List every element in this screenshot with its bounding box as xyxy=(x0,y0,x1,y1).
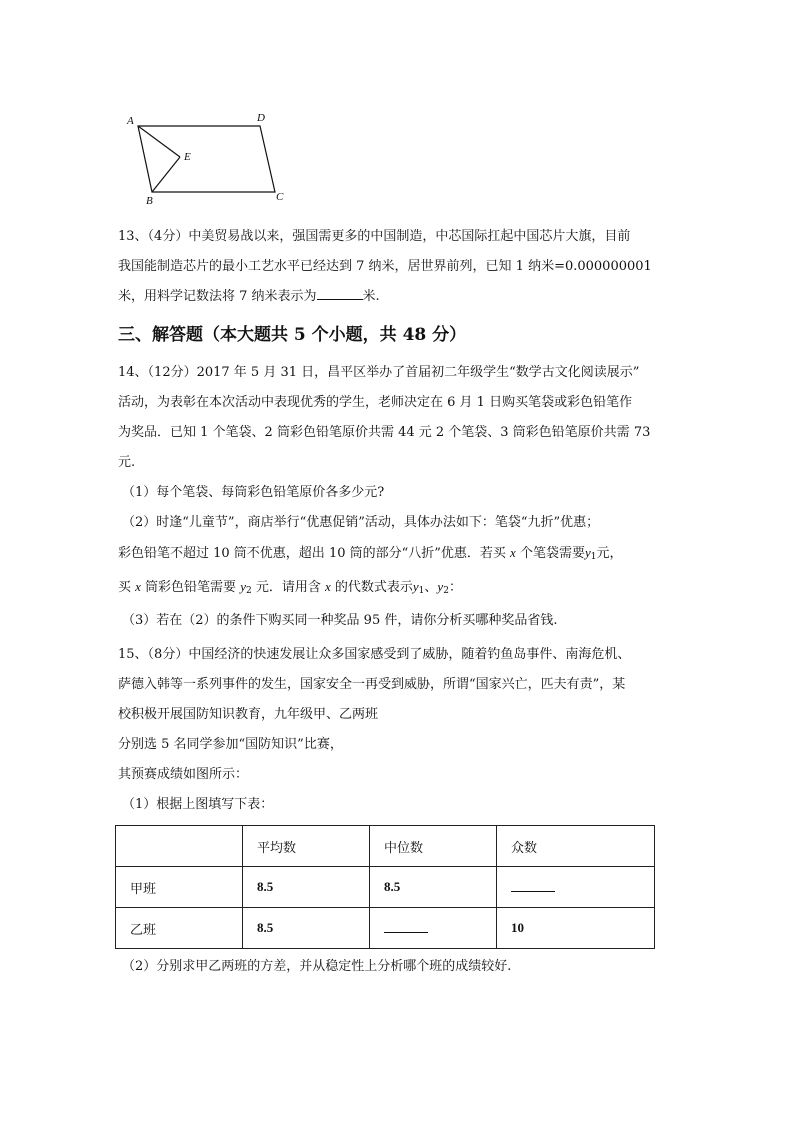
q13-line-3 xyxy=(118,282,678,312)
q13-line-3-text: 米，用料学记数法将 7 纳米表示为 xyxy=(118,289,317,304)
q14-part-1: （1）每个笔袋、每筒彩色铅笔原价各多少元? xyxy=(122,485,385,500)
q14-p2l3-b: 筒彩色铅笔需要 xyxy=(140,580,241,595)
q14-line-4: 元. xyxy=(118,455,136,470)
parallelogram-figure xyxy=(122,108,292,208)
q14-p2l3-y: y xyxy=(240,579,246,594)
q13-answer-blank[interactable] xyxy=(317,287,363,300)
q13-line-1: 13、（4分）中美贸易战以来，强国需更多的中国制造，中芯国际扛起中国芯片大旗，目前 xyxy=(118,229,631,244)
table-header-median: 中位数 xyxy=(370,826,497,867)
q14-p2l3-x2: x xyxy=(324,579,331,594)
label-b: B xyxy=(146,195,153,207)
segment-ae xyxy=(138,126,180,157)
q15-line-1: 15、（8分）中国经济的快速发展让众多国家感受到了威胁，随着钓鱼岛事件、南海危机、 xyxy=(118,647,631,662)
q15-part-1: （1）根据上图填写下表： xyxy=(122,797,274,812)
label-a: A xyxy=(127,115,134,127)
q14-line-2: 活动，为表彰在本次活动中表现优秀的学生，老师决定在 6 月 1 日购买笔袋或彩色铅笔作 xyxy=(118,395,633,410)
row-mode-blank[interactable] xyxy=(511,879,555,892)
q14-p2l2-y: y xyxy=(584,545,591,560)
label-d: D xyxy=(257,112,265,124)
q14-p2l3-e: 、 xyxy=(424,580,438,595)
question-15 xyxy=(118,640,678,820)
q15-part-2: （2）分别求甲乙两班的方差，并从稳定性上分析哪个班的成绩较好. xyxy=(122,959,512,974)
row-class-name: 甲班 xyxy=(116,867,243,908)
q14-p2l3-d: 的代数式表示 xyxy=(330,580,413,595)
label-e: E xyxy=(184,151,191,163)
q14-p2l3-a: 买 xyxy=(118,580,136,595)
q14-part-2-line-3 xyxy=(118,572,678,606)
q15-line-4: 分别选 5 名同学参加“国防知识”比赛， xyxy=(118,737,343,752)
q15-line-2: 萨德入韩等一系列事件的发生，国家安全一再受到威胁，所谓“国家兴亡，匹夫有责”，某 xyxy=(118,677,626,692)
parallelogram-abcd xyxy=(138,126,275,192)
q14-p2l3-x: x xyxy=(135,579,141,594)
row-mean: 8.5 xyxy=(243,908,370,949)
table-row xyxy=(116,867,655,908)
q14-p2l2-x: x xyxy=(510,545,516,560)
row-median-cell xyxy=(370,908,497,949)
q15-line-3: 校积极开展国防知识教育，九年级甲、乙两班 xyxy=(118,707,379,722)
q14-part-3: （3）若在（2）的条件下购买同一种奖品 95 件，请你分析买哪种奖品省钱. xyxy=(122,613,558,628)
score-table xyxy=(115,825,655,949)
q15-line-5: 其预赛成绩如图所示： xyxy=(118,767,249,782)
q13-line-2: 我国能制造芯片的最小工艺水平已经达到 7 纳米，居世界前列，已知 1 纳米=0.000000001 xyxy=(118,259,652,274)
q14-p2l3-y1: y xyxy=(412,579,419,594)
q14-p2l3-c: 元．请用含 xyxy=(251,580,325,595)
row-mode: 10 xyxy=(497,908,655,949)
q14-p2l3-y2: y xyxy=(437,579,444,594)
q14-p2l3-sub2: 2 xyxy=(443,586,449,596)
row-mean: 8.5 xyxy=(243,867,370,908)
table-header-mode: 众数 xyxy=(497,826,655,867)
question-13 xyxy=(118,222,678,312)
row-class-name: 乙班 xyxy=(116,908,243,949)
q14-p2l2-a: 彩色铅笔不超过 10 筒不优惠，超出 10 筒的部分“八折”优惠．若买 xyxy=(118,546,511,561)
q14-p2l3-sub1: 1 xyxy=(418,586,425,596)
table-header-row xyxy=(116,826,655,867)
table-row xyxy=(116,908,655,949)
label-c: C xyxy=(276,191,284,203)
q14-part-2-line-1: （2）时逢“儿童节”，商店举行“优惠促销”活动，具体办法如下：笔袋“九折”优惠； xyxy=(122,515,600,530)
table-header-mean: 平均数 xyxy=(243,826,370,867)
q14-p2l3-sub: 2 xyxy=(245,586,252,596)
question-14 xyxy=(118,358,678,636)
q14-p2l2-c: 元， xyxy=(596,546,623,561)
q14-part-2-line-2 xyxy=(118,538,678,572)
q14-p2l3-f: ： xyxy=(448,580,462,595)
q14-p2l2-sub: 1 xyxy=(590,552,597,562)
segment-be xyxy=(152,157,180,192)
row-mode-cell xyxy=(497,867,655,908)
table-header-cell xyxy=(116,826,243,867)
section-3-title: 三、解答题（本大题共 5 个小题，共 48 分） xyxy=(118,325,467,345)
row-median-blank[interactable] xyxy=(384,920,428,933)
q14-p2l2-b: 个笔袋需要 xyxy=(515,546,585,561)
q14-line-3: 为奖品．已知 1 个笔袋、2 筒彩色铅笔原价共需 44 元 2 个笔袋、3 筒彩色铅笔原价共需 73 xyxy=(118,425,651,440)
row-median: 8.5 xyxy=(370,867,497,908)
q13-line-3-end: 米. xyxy=(362,289,380,304)
q14-line-1: 14、（12分）2017 年 5 月 31 日，昌平区举办了首届初二年级学生“数学古文化阅读展示” xyxy=(118,365,640,380)
question-15-part-2 xyxy=(118,952,678,982)
